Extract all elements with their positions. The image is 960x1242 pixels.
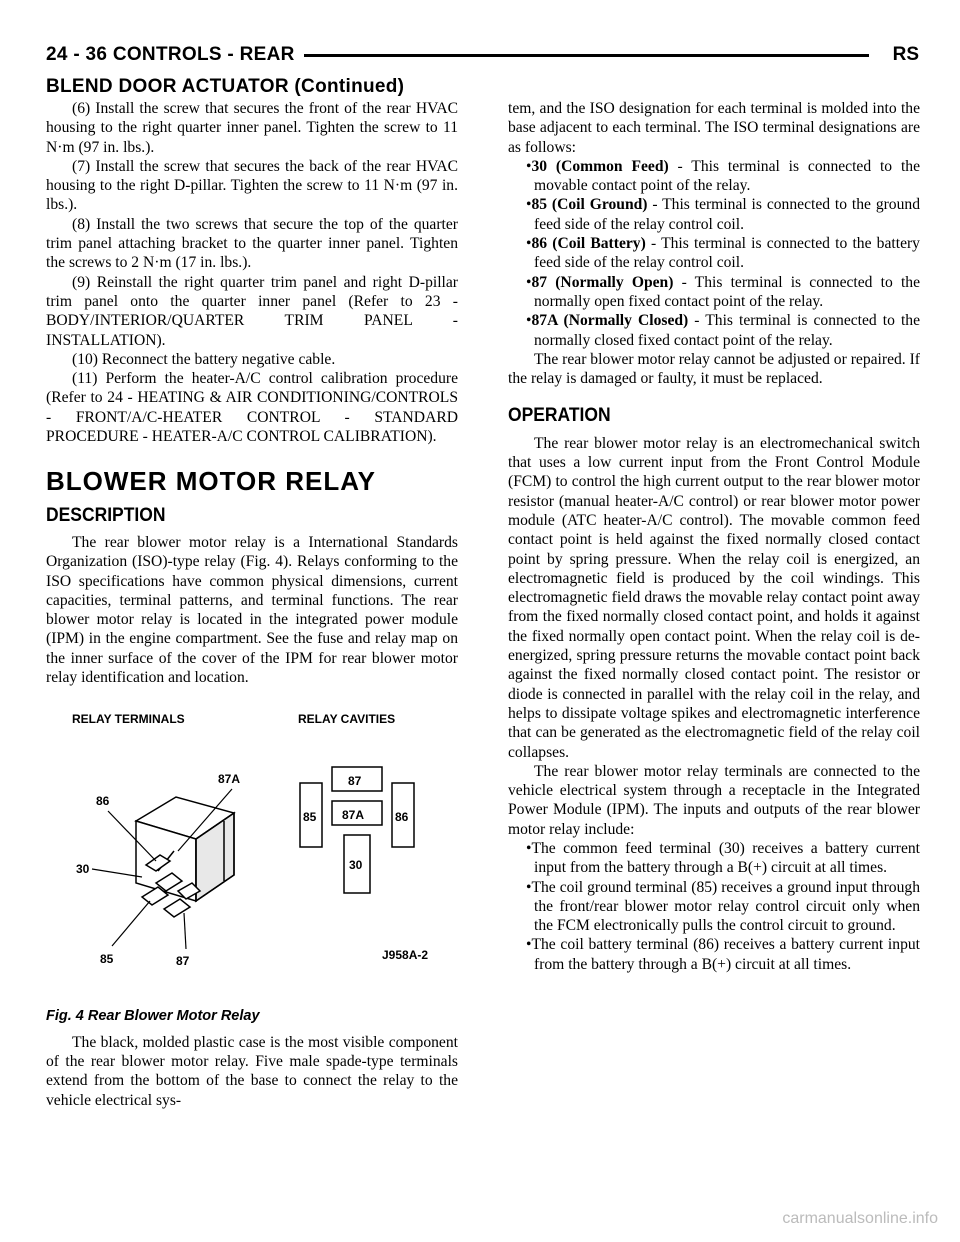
terminal-label-85: 85 — [100, 952, 114, 967]
term-87a-name: 87A (Normally Closed) — [531, 312, 689, 330]
header-model-code: RS — [892, 44, 919, 65]
left-column — [46, 99, 458, 1110]
cavity-label-86: 86 — [395, 810, 409, 825]
term-85: •85 (Coil Ground) - This terminal is connected to the ground feed side of the relay control coil. — [526, 196, 920, 233]
relay-figure — [46, 701, 458, 1001]
replace-note: The rear blower motor relay cannot be adjusted or repaired. If the relay is damaged or faulty, it must be replaced. — [508, 350, 920, 388]
io-bullet-2-text: The coil ground terminal (85) receives a ground input through the front/rear blower motor relay control circuit only when the FCM electronically pulls the control circuit to ground. — [531, 878, 920, 935]
description-heading: DESCRIPTION — [46, 504, 166, 526]
case-description: The black, molded plastic case is the most visible component of the rear blower motor relay. Five male spade-type terminals extend from the bottom of the base to connect the relay to the vehicle electrical sys- — [46, 1033, 458, 1109]
terminal-label-86: 86 — [96, 794, 110, 809]
step-10: (10) Reconnect the battery negative cable. — [72, 350, 336, 368]
step-9: (9) Reinstall the right quarter trim panel and right D-pillar trim panel onto the quarter inner panel (Refer to 23 - BODY/INTERIOR/QUARTER TRIM PANEL - INSTALLATION). — [46, 273, 458, 349]
cavity-label-87a: 87A — [342, 808, 365, 823]
relay-body-drawing — [136, 797, 234, 917]
header-rule — [304, 54, 869, 57]
relay-diagram — [46, 701, 458, 1001]
description-text: The rear blower motor relay is a International Standards Organization (ISO)-type relay (Fig. 4). Relays conforming to the ISO specifications have common physical dimensions, current capacities, terminal patterns, and terminal functions. The rear blower motor relay is located in the integrated power module (IPM) in the engine compartment. See the fuse and relay map on the inner surface of the cover of the IPM for rear blower motor relay identification and location. — [46, 533, 458, 687]
continued-heading: BLEND DOOR ACTUATOR (Continued) — [46, 76, 405, 97]
step-7: (7) Install the screw that secures the back of the rear HVAC housing to the right D-pillar. Tighten the screw to 11 N·m (97 in. lbs.). — [46, 157, 458, 214]
relay-terminals-title: RELAY TERMINALS — [72, 712, 185, 727]
step-8: (8) Install the two screws that secure the top of the quarter trim panel attaching bracket to the quarter inner panel. Tighten the screws to 2 N·m (17 in. lbs.). — [46, 215, 458, 272]
figure-code: J958A-2 — [382, 948, 429, 963]
term-87-name: 87 (Normally Open) — [531, 273, 674, 291]
term-85-desc: - This terminal is connected to the ground feed side of the relay control coil. — [534, 196, 920, 233]
cavity-label-30: 30 — [349, 858, 363, 873]
header-page-section: 24 - 36 CONTROLS - REAR — [46, 44, 295, 65]
operation-text-2: The rear blower motor relay terminals are connected to the vehicle electrical system through a receptacle in the Integrated Power Module (IPM). The inputs and outputs of the rear blower motor relay include: — [508, 762, 920, 838]
terminal-intro: tem, and the ISO designation for each terminal is molded into the base adjacent to each terminal. The ISO terminal designations are as follows: — [508, 100, 920, 156]
cavity-label-85: 85 — [303, 810, 317, 825]
cavity-label-87: 87 — [348, 774, 362, 789]
operation-heading: OPERATION — [508, 405, 611, 427]
terminal-label-87: 87 — [176, 954, 190, 969]
term-30: •30 (Common Feed) - This terminal is connected to the movable contact point of the relay. — [526, 157, 921, 195]
section-title: BLOWER MOTOR RELAY — [46, 466, 377, 497]
term-85-name: 85 (Coil Ground) — [531, 196, 648, 214]
terminal-label-87a: 87A — [218, 772, 241, 787]
term-87a-desc: - This terminal is connected to the normally closed fixed contact point of the relay. — [534, 312, 920, 349]
page-header — [46, 44, 919, 74]
right-column — [508, 99, 920, 974]
io-bullet-3: •The coil battery terminal (86) receives a battery current input from the battery through a B(+) circuit at all times. — [526, 936, 920, 973]
io-bullet-3-text: The coil battery terminal (86) receives a battery current input from the battery through a B(+) circuit at all times. — [531, 936, 920, 973]
step-11: (11) Perform the heater-A/C control calibration procedure (Refer to 24 - HEATING & AIR CONDITIONING/CONTROLS - FRONT/A/C-HEATER CONTROL - STANDARD PROCEDURE - HEATER-A/C CONTROL CALIBRATION). — [46, 370, 458, 446]
terminal-label-30: 30 — [76, 862, 90, 877]
figure-caption: Fig. 4 Rear Blower Motor Relay — [46, 1008, 260, 1025]
io-bullet-2: •The coil ground terminal (85) receives a ground input through the front/rear blower motor relay control circuit only when the FCM electronically pulls the control circuit to ground. — [526, 878, 920, 935]
step-6: (6) Install the screw that secures the front of the rear HVAC housing to the right quarter inner panel. Tighten the screw to 11 N·m (97 in. lbs.). — [46, 100, 458, 156]
term-86: •86 (Coil Battery) - This terminal is connected to the battery feed side of the relay control coil. — [526, 235, 920, 272]
io-bullet-1: •The common feed terminal (30) receives a battery current input from the battery through a B(+) circuit at all times. — [526, 839, 920, 877]
term-86-desc: - This terminal is connected to the battery feed side of the relay control coil. — [534, 235, 920, 272]
term-86-name: 86 (Coil Battery) — [531, 235, 646, 253]
term-87a: •87A (Normally Closed) - This terminal is connected to the normally closed fixed contact point of the relay. — [526, 312, 920, 349]
term-30-name: 30 (Common Feed) — [531, 157, 669, 175]
watermark: carmanualsonline.info — [782, 1210, 938, 1227]
term-87: •87 (Normally Open) - This terminal is connected to the normally open fixed contact point of the relay. — [526, 273, 920, 310]
relay-cavities-title: RELAY CAVITIES — [298, 712, 396, 727]
io-bullet-1-text: The common feed terminal (30) receives a battery current input from the battery through a B(+) circuit at all times. — [531, 839, 920, 877]
operation-text-1: The rear blower motor relay is an electromechanical switch that uses a low current input from the Front Control Module (FCM) to control the high current output to the rear blower motor resistor (manual heater-A/C control) or rear blower motor power module (ATC heater-A/C control). The movable common feed contact point is held against the fixed normally closed contact point by spring pressure. When the relay coil is energized, an electromagnetic field is produced by the coil windings. This electromagnetic field draws the movable relay contact point away from the fixed normally closed contact point, and holds it against the fixed normally open contact point. When the relay coil is de-energized, spring pressure returns the movable contact point back against the fixed normally closed contact point. The resistor or diode is connected in parallel with the relay coil in the relay, and helps to dissipate voltage spikes and electromagnetic interference that can be generated as the electromagnetic field of the relay coil collapses. — [508, 434, 920, 761]
term-30-desc: - This terminal is connected to the movable contact point of the relay. — [534, 157, 921, 195]
term-87-desc: - This terminal is connected to the normally open fixed contact point of the relay. — [534, 273, 920, 310]
